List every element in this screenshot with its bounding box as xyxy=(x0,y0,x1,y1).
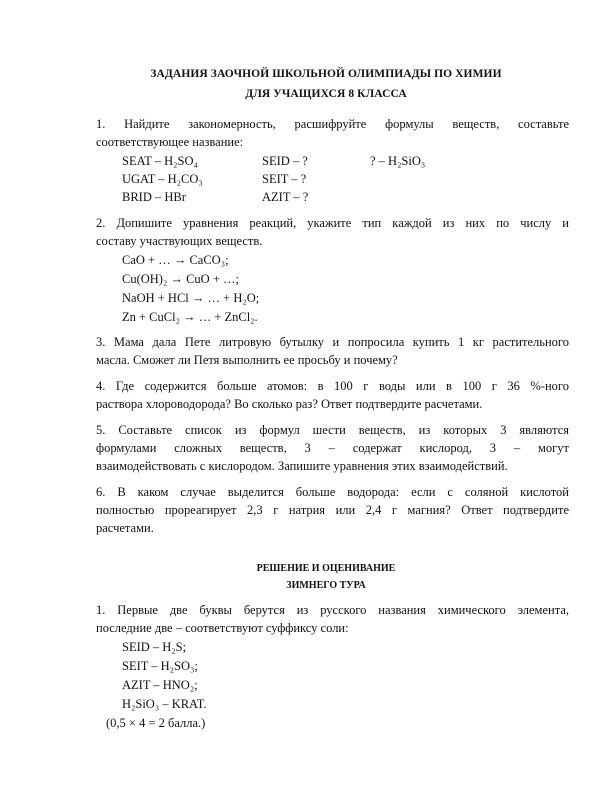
task3-text: масла. Сможет ли Петя выполнить ее просьбу и почему? xyxy=(96,353,398,367)
answer-item: SEIT – H₂SO₃; xyxy=(122,659,198,673)
task5-text: взаимодействовать с кислородом. Запишите уравнения этих взаимодействий. xyxy=(96,459,508,473)
section-title: РЕШЕНИЕ И ОЦЕНИВАНИЕ xyxy=(256,563,396,574)
task2-text: 2. Допишите уравнения реакций, укажите тип каждой из них по числу и xyxy=(96,216,569,230)
score-note: (0,5 × 4 = 2 балла.) xyxy=(106,716,206,730)
equation: CaO + … → CaCO₃; xyxy=(122,253,229,267)
answer-item: AZIT – HNO₂; xyxy=(122,678,198,692)
task6-text: расчетами. xyxy=(96,521,154,535)
task4-text: раствора хлороводорода? Во сколько раз? Ответ подтвердите расчетами. xyxy=(96,397,483,411)
page-subtitle: ДЛЯ УЧАЩИХСЯ 8 КЛАССА xyxy=(245,88,407,100)
task1-cell: SEIT – ? xyxy=(262,172,307,186)
task1-text: 1. Найдите закономерность, расшифруйте формулы веществ, составьте xyxy=(96,117,569,131)
answer-item: SEID – H₂S; xyxy=(122,640,187,654)
solution-text: последние две – соответствуют суффиксу соли: xyxy=(96,621,349,635)
task5-text: формулами сложных веществ, 3 – содержат кислород, 3 – могут xyxy=(96,441,569,455)
task6-text: полностью прореагирует 2,3 г натрия или 2,4 г магния? Ответ подтвердите xyxy=(96,503,569,517)
equation: Zn + CuCl₂ → … + ZnCl₂. xyxy=(122,310,258,324)
task1-cell: SEAT – H₂SO₄ xyxy=(122,154,198,168)
page-title: ЗАДАНИЯ ЗАОЧНОЙ ШКОЛЬНОЙ ОЛИМПИАДЫ ПО ХИМИИ xyxy=(150,68,502,80)
task3-text: 3. Мама дала Пете литровую бутылку и попросила купить 1 кг растительного xyxy=(96,335,569,349)
task1-cell: UGAT – H₂CO₃ xyxy=(122,172,203,186)
task1-cell: SEID – ? xyxy=(262,154,308,168)
task2-text: составу участвующих веществ. xyxy=(96,234,263,248)
section-subtitle: ЗИМНЕГО ТУРА xyxy=(286,580,366,591)
task1-cell: AZIT – ? xyxy=(262,190,309,204)
equation: NaOH + HCl → … + H₂O; xyxy=(122,291,260,305)
answer-item: H₂SiO₃ – KRAT. xyxy=(122,697,207,711)
task4-text: 4. Где содержится больше атомов: в 100 г воды или в 100 г 36 %-ного xyxy=(96,379,569,393)
task1-cell: BRID – HBr xyxy=(122,190,186,204)
equation: Cu(OH)₂ → CuO + …; xyxy=(122,272,239,286)
task6-text: 6. В каком случае выделится больше водорода: если с соляной кислотой xyxy=(96,485,569,499)
task1-text: соответствующее название: xyxy=(96,135,244,149)
task1-cell: ? – H₂SiO₃ xyxy=(370,154,426,168)
task5-text: 5. Составьте список из формул шести веществ, из которых 3 являются xyxy=(96,423,569,437)
solution-text: 1. Первые две буквы берутся из русского названия химического элемента, xyxy=(96,603,569,617)
